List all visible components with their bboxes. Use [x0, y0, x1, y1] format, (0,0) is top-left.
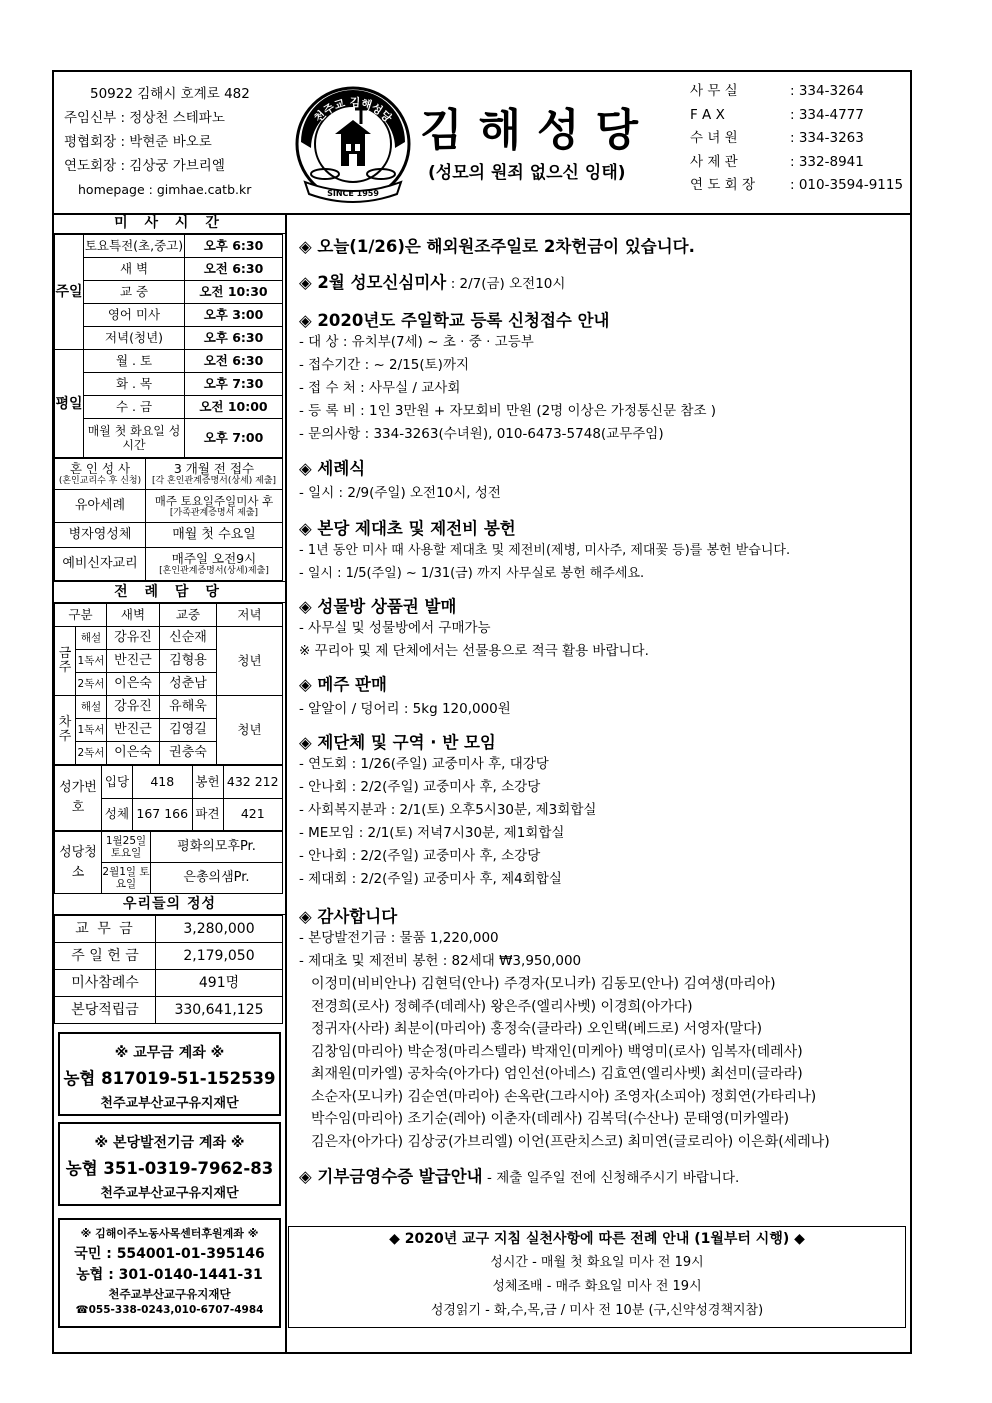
liturgy-evening: 청년	[217, 696, 283, 765]
sacrament-info: 3 개월 전 접수 [각 혼인관계증명서(상세) 제출]	[146, 459, 283, 490]
mass-name: 저녁(청년)	[84, 327, 185, 350]
mass-time: 오후 7:00	[185, 419, 283, 458]
hymn-cell: 파견	[192, 798, 223, 831]
sacrament-name: 유아세례	[55, 490, 146, 523]
donor-line: 이정미(비비안나) 김현덕(안나) 주경자(모니카) 김동모(안나) 김여생(마리아)	[311, 976, 776, 992]
sacrament-info: 매월 첫 수요일	[146, 523, 283, 548]
news-group-meetings: ◈ 제단체 및 구역 · 반 모임	[299, 733, 496, 752]
mass-name: 영어 미사	[84, 304, 185, 327]
contact-convent: 수 녀 원 : 334-3263	[690, 130, 864, 146]
offering-title: 우리들의 정성	[54, 894, 285, 915]
offering-name: 본당적립금	[55, 997, 156, 1024]
mass-name: 월 . 토	[84, 350, 185, 373]
news-candle-offering-details: - 1년 동안 미사 때 사용할 제대초 및 제전비(제병, 미사주, 제대꽃 등)를 봉헌 받습니다. - 일시 : 1/5(주일) ~ 1/31(금) 까지 사무실로 봉헌 해주세요.	[299, 543, 791, 581]
offering-name: 교 무 금	[55, 916, 156, 943]
labor-account-number[interactable]: 국민 : 554001-01-395146	[74, 1246, 265, 1262]
cleaning-group: 은총의샘Pr.	[151, 863, 283, 894]
liturgy-name: 강유진	[107, 696, 160, 719]
offering-name: 주 일 헌 금	[55, 943, 156, 970]
news-meju-sale-details: - 알알이 / 덩어리 : 5kg 120,000원	[299, 701, 511, 717]
liturgy-name: 김영길	[160, 719, 217, 742]
offering-value: 491명	[156, 970, 283, 997]
liturgy-name: 강유진	[107, 627, 160, 650]
logo-ring-text: 천주교 김해성당	[311, 95, 395, 125]
liturgy-name: 신순재	[160, 627, 217, 650]
sunday-label: 주일	[55, 235, 84, 350]
liturgy-name: 김형용	[160, 650, 217, 673]
liturgy-name: 유해욱	[160, 696, 217, 719]
liturgy-role: 해설	[76, 627, 107, 650]
hymn-cell: 418	[133, 766, 193, 799]
page-subtitle: (성모의 원죄 없으신 잉태)	[428, 163, 626, 183]
news-group-meetings-details: - 연도회 : 1/26(주일) 교중미사 후, 대강당 - 안나회 : 2/2(주일) 교중미사 후, 소강당 - 사회복지분과 : 2/1(토) 오후5시30분, 제3회합실 - ME모임 : 2/1(토) 저녁7시30분, 제1회합실 - 안나회 : 2/2(주일) 교중미사 후, 소강당 - 제대회 : 2/2(주일) 교중미사 후, 제4회합실	[299, 756, 597, 887]
liturgy-name: 권충숙	[160, 742, 217, 765]
hymn-label: 성가번호	[55, 766, 102, 831]
tithe-account-number[interactable]: 농협 817019-51-152539	[63, 1069, 276, 1088]
offering-value: 330,641,125	[156, 997, 283, 1024]
liturgy-role: 2독서	[76, 742, 107, 765]
elders-chair: 연도회장 : 김상궁 가브리엘	[64, 158, 225, 174]
labor-account-owner: 천주교부산교구유지재단	[108, 1287, 231, 1301]
cleaning-group: 평화의모후Pr.	[151, 832, 283, 863]
liturgy-header: 구분	[55, 604, 107, 627]
donor-line: 김은자(아가다) 김상궁(가브리엘) 이언(프란치스코) 최미연(글로리아) 이은화(세레나)	[311, 1133, 830, 1150]
liturgy-header: 교중	[160, 604, 217, 627]
liturgy-title: 전 례 담 당	[54, 581, 285, 603]
sacrament-name: 예비신자교리	[55, 548, 146, 581]
donor-line: 소순자(모니카) 김순연(마리아) 손옥란(그라시아) 조영자(소피아) 정회연(가타리나)	[311, 1088, 817, 1105]
mass-time: 오전 10:00	[185, 396, 283, 419]
contact-rectory: 사 제 관 : 332-8941	[690, 153, 864, 170]
contact-elders: 연 도 회 장 : 010-3594-9115	[690, 177, 904, 193]
offering-name: 미사참례수	[55, 970, 156, 997]
tithe-account-title: ※ 교무금 계좌 ※	[114, 1045, 225, 1061]
contact-fax: F A X : 334-4777	[690, 106, 864, 123]
liturgy-guideline-notice	[288, 1226, 906, 1328]
liturgy-table	[54, 603, 283, 765]
donor-line: 전경희(로사) 정혜주(데레사) 왕은주(엘리사벳) 이경희(아가다)	[311, 998, 693, 1015]
liturgy-role: 1독서	[76, 719, 107, 742]
contact-office: 사 무 실 : 334-3264	[690, 83, 864, 99]
labor-account-box	[58, 1218, 281, 1328]
sacrament-info: 매주일 오전9시 [혼인관계증명서(상세)제출]	[146, 548, 283, 581]
news-donation-receipt: ◈ 기부금영수증 발급안내 - 제출 일주일 전에 신청해주시기 바랍니다.	[299, 1167, 740, 1186]
cleaning-date: 1월25일 토요일	[102, 832, 151, 863]
mass-time: 오전 6:30	[185, 258, 283, 281]
tithe-account-box	[58, 1032, 281, 1116]
mass-time: 오후 3:00	[185, 304, 283, 327]
fund-account-owner: 천주교부산교구유지재단	[100, 1186, 239, 1201]
donor-line: 정귀자(사라) 최분이(마리아) 홍정숙(클라라) 오인택(베드로) 서영자(말다)	[311, 1021, 763, 1037]
notice-line: 성시간 - 매월 첫 화요일 미사 전 19시	[490, 1255, 704, 1270]
news-thanks: ◈ 감사합니다	[299, 907, 398, 926]
hymn-table	[54, 765, 283, 831]
parish-info	[64, 82, 251, 202]
cleaning-table	[54, 831, 283, 894]
next-week-label: 차주	[55, 696, 76, 765]
homepage[interactable]: homepage : gimhae.catb.kr	[78, 182, 252, 197]
address: 50922 김해시 호계로 482	[90, 86, 250, 102]
header	[54, 72, 910, 215]
offering-value: 3,280,000	[156, 916, 283, 943]
mass-name: 화 . 목	[84, 373, 185, 396]
donor-list	[311, 973, 830, 1153]
news-meju-sale: ◈ 메주 판매	[299, 675, 387, 694]
mass-time: 오후 7:30	[185, 373, 283, 396]
liturgy-header: 새벽	[107, 604, 160, 627]
parish-logo-icon	[291, 82, 415, 206]
liturgy-header: 저녁	[217, 604, 283, 627]
news-candle-offering: ◈ 본당 제대초 및 제전비 봉헌	[299, 519, 516, 538]
notice-title: ◆ 2020년 교구 지침 실천사항에 따른 전례 안내 (1월부터 시행) ◆	[389, 1231, 805, 1247]
labor-account-number[interactable]: 농협 : 301-0140-1441-31	[76, 1267, 263, 1283]
logo-since-text: SINCE 1959	[327, 189, 379, 198]
donor-line: 김창임(마리아) 박순정(마리스텔라) 박재인(미케아) 백영미(로사) 임복자(데레사)	[311, 1043, 803, 1060]
news-sunday-school-details: - 대 상 : 유치부(7세) ~ 초 · 중 · 고등부 - 접수기간 : ~ 2/15(토)까지 - 접 수 처 : 사무실 / 교사회 - 등 록 비 : 1인 3만원 + 자모회비 만원 (2명 이상은 가정통신문 참조 ) - 문의사항 : 334-3263(수녀원), 010-6473-5748(교무주임)	[299, 334, 717, 442]
hymn-cell: 입당	[102, 766, 133, 799]
hymn-cell: 봉헌	[192, 766, 223, 799]
mass-name: 새 벽	[84, 258, 185, 281]
fund-account-title: ※ 본당발전기금 계좌 ※	[94, 1135, 245, 1151]
hymn-cell: 421	[223, 798, 283, 831]
mass-time: 오전 10:30	[185, 281, 283, 304]
sacrament-name: 혼 인 성 사 (혼인교리수 후 신청)	[55, 459, 146, 490]
mass-time: 오전 6:30	[185, 350, 283, 373]
cleaning-date: 2월1일 토요일	[102, 863, 151, 894]
liturgy-name: 반진근	[107, 650, 160, 673]
news-sunday-school: ◈ 2020년도 주일학교 등록 신청접수 안내	[299, 311, 610, 330]
fund-account-box	[58, 1122, 281, 1206]
liturgy-name: 반진근	[107, 719, 160, 742]
offering-value: 2,179,050	[156, 943, 283, 970]
notice-line: 성체조배 - 매주 화요일 미사 전 19시	[492, 1279, 702, 1294]
labor-account-title: ※ 김해이주노동사목센터후원계좌 ※	[80, 1227, 259, 1240]
news-overseas-aid: ◈ 오늘(1/26)은 해외원조주일로 2차헌금이 있습니다.	[299, 237, 695, 256]
tithe-account-owner: 천주교부산교구유지재단	[100, 1096, 239, 1111]
mass-name: 수 . 금	[84, 396, 185, 419]
fund-account-number[interactable]: 농협 351-0319-7962-83	[65, 1159, 274, 1178]
priest: 주임신부 : 정상천 스테파노	[64, 110, 225, 126]
mass-name: 교 중	[84, 281, 185, 304]
mass-time: 오후 6:30	[185, 235, 283, 258]
hymn-cell: 성체	[102, 798, 133, 831]
liturgy-name: 이은숙	[107, 673, 160, 696]
hymn-cell: 167 166	[133, 798, 193, 831]
hymn-cell: 432 212	[223, 766, 283, 799]
liturgy-name: 이은숙	[107, 742, 160, 765]
liturgy-role: 해설	[76, 696, 107, 719]
news-baptism-details: - 일시 : 2/9(주일) 오전10시, 성전	[299, 485, 501, 501]
news-baptism: ◈ 세례식	[299, 459, 366, 478]
mass-schedule-table	[54, 234, 283, 458]
left-column	[54, 213, 287, 1352]
news-marian-mass: ◈ 2월 성모신심미사 : 2/7(금) 오전10시	[299, 273, 566, 292]
bulletin-frame	[52, 70, 912, 1354]
contact-list	[690, 80, 903, 198]
this-week-label: 금주	[55, 627, 76, 696]
mass-name: 토요특전(초,중고)	[84, 235, 185, 258]
weekday-label: 평일	[55, 350, 84, 458]
cleaning-label: 성당청소	[55, 832, 102, 894]
news-thanks-details: - 본당발전기금 : 물품 1,220,000 - 제대초 및 제전비 봉헌 : 82세대 ₩3,950,000	[299, 930, 582, 969]
mass-time: 오후 6:30	[185, 327, 283, 350]
mass-name: 매월 첫 화요일 성시간	[84, 419, 185, 458]
sacrament-info: 매주 토요일주일미사 후 [가족관계증명서 제출]	[146, 490, 283, 523]
mass-schedule-title: 미 사 시 간	[54, 213, 285, 234]
news-gift-voucher: ◈ 성물방 상품권 발매	[299, 597, 457, 616]
liturgy-role: 2독서	[76, 673, 107, 696]
news-gift-voucher-details: - 사무실 및 성물방에서 구매가능 ※ 꾸리아 및 제 단체에서는 선물용으로 적극 활용 바랍니다.	[299, 620, 649, 659]
donor-line: 박수임(마리아) 조기순(레아) 이춘자(데레사) 김복덕(수산나) 문태영(미카엘라)	[311, 1111, 790, 1127]
notice-line: 성경읽기 - 화,수,목,금 / 미사 전 10분 (구,신약성경책지참)	[430, 1303, 764, 1318]
council-chair: 평협회장 : 박현준 바오로	[64, 134, 212, 150]
offering-table	[54, 915, 283, 1024]
page-title: 김해성당	[420, 105, 655, 156]
sacrament-table	[54, 458, 283, 581]
liturgy-name: 성춘남	[160, 673, 217, 696]
donor-line: 최재원(미카엘) 공차숙(아가다) 엄인선(아네스) 김효연(엘리사벳) 최선미(글라라)	[311, 1066, 803, 1082]
liturgy-role: 1독서	[76, 650, 107, 673]
liturgy-evening: 청년	[217, 627, 283, 696]
sacrament-name: 병자영성체	[55, 523, 146, 548]
labor-phone: ☎055-338-0243,010-6707-4984	[75, 1304, 264, 1316]
